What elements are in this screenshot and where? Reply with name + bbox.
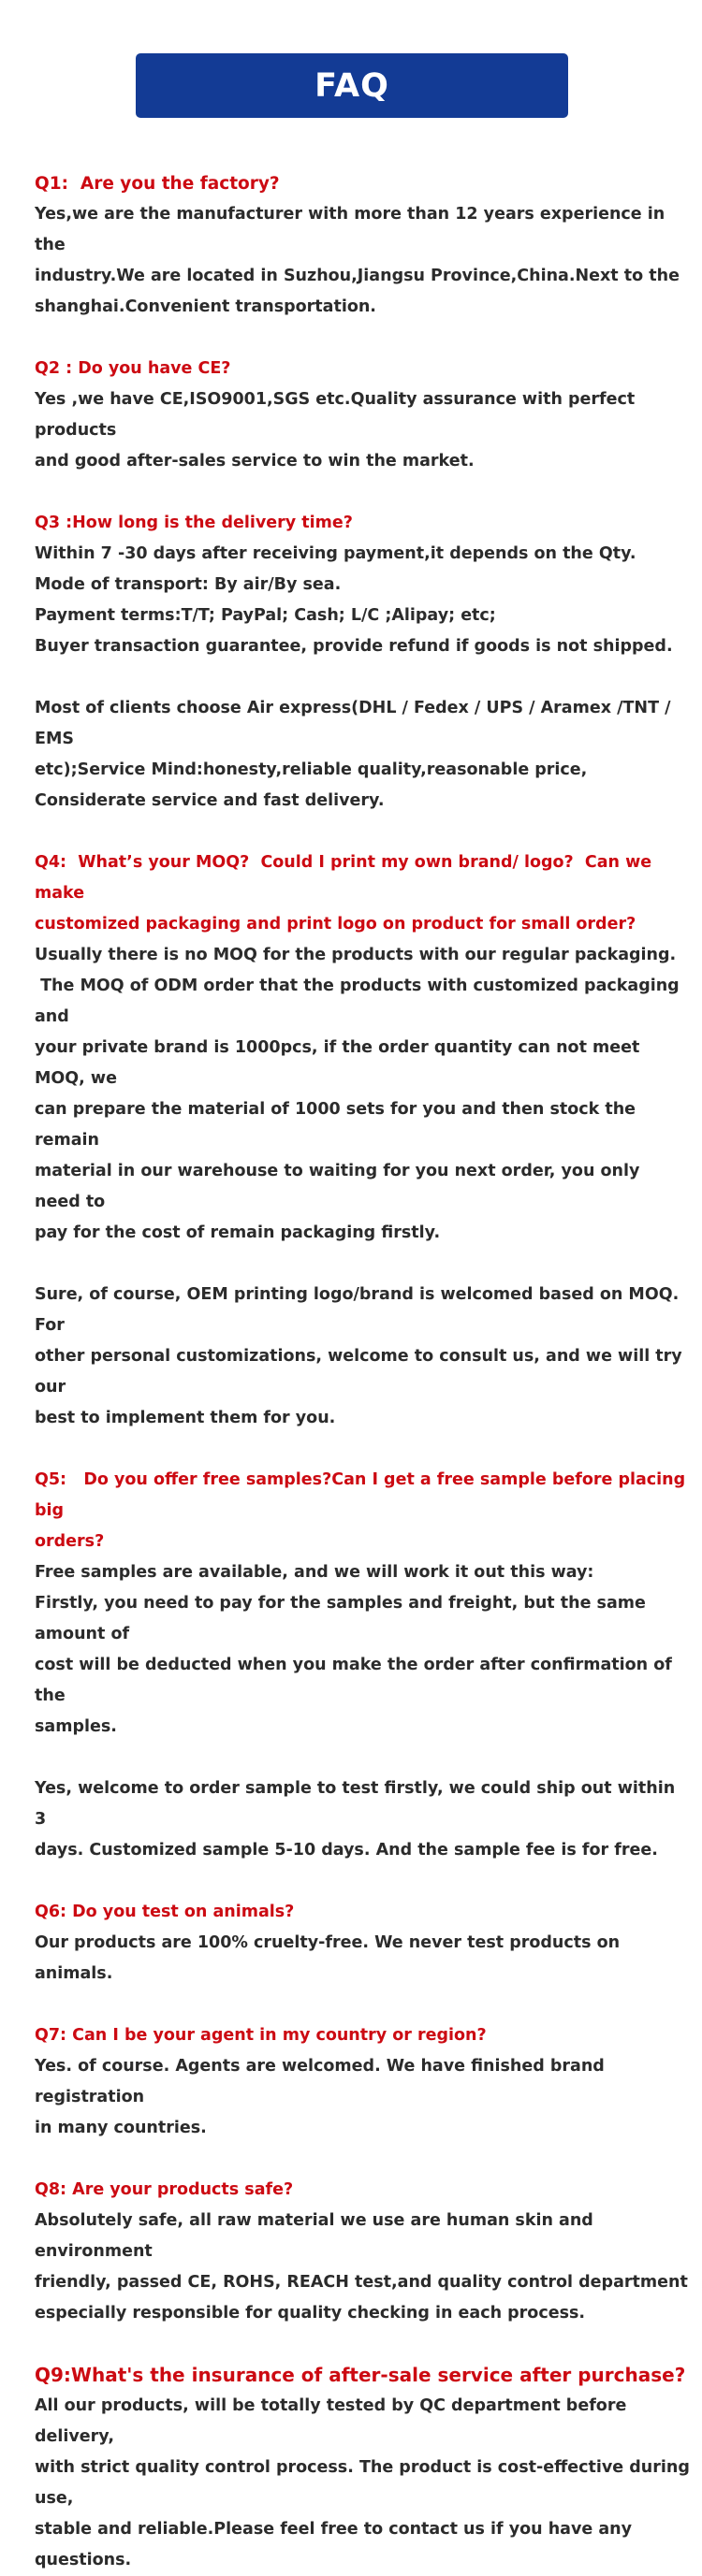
faq-answer-3-line-1: Within 7 -30 days after receiving payment,it depends on the Qty. (35, 544, 636, 563)
faq-question-8: Q8: Are your products safe? (35, 2180, 294, 2199)
faq-question-1: Q1: Are you the factory? (35, 174, 280, 194)
faq-answer-1-line-2: industry.We are located in Suzhou,Jiangsu Province,China.Next to the (35, 267, 680, 285)
faq-question-4-line-2: customized packaging and print logo on product for small order? (35, 915, 636, 933)
page-title: FAQ (314, 66, 389, 105)
faq-answer-4-line-3: your private brand is 1000pcs, if the order quantity can not meet MOQ, we (35, 1038, 646, 1088)
faq-answer-8-line-1: Absolutely safe, all raw material we use are human skin and environment (35, 2211, 599, 2261)
faq-answer-1-line-3: shanghai.Convenient transportation. (35, 297, 376, 316)
faq-answer-9-line-3: stable and reliable.Please feel free to contact us if you have any questions. (35, 2520, 638, 2569)
faq-answer-3-line-3: Payment terms:T/T; PayPal; Cash; L/C ;Alipay; etc; (35, 606, 496, 625)
faq-question-5-line-2: orders? (35, 1532, 105, 1551)
faq-answer-4-line-6: pay for the cost of remain packaging firstly. (35, 1223, 441, 1242)
faq-answer-8-line-2: friendly, passed CE, ROHS, REACH test,and quality control department (35, 2273, 688, 2292)
faq-answer-5-line-2: Firstly, you need to pay for the samples and freight, but the same amount of (35, 1594, 651, 1643)
faq-answer-3-line-4: Buyer transaction guarantee, provide refund if goods is not shipped. (35, 637, 673, 656)
faq-answer-9-line-2: with strict quality control process. The product is cost-effective during use, (35, 2458, 695, 2508)
faq-answer-2-line-1: Yes ,we have CE,ISO9001,SGS etc.Quality assurance with perfect products (35, 390, 641, 440)
faq-question-3: Q3 :How long is the delivery time? (35, 514, 353, 532)
faq-answer-3b-line-2: etc);Service Mind:honesty,reliable quality,reasonable price, (35, 760, 588, 779)
faq-answer-5-line-4: samples. (35, 1717, 117, 1736)
faq-answer-5b-line-1: Yes, welcome to order sample to test firstly, we could ship out within 3 (35, 1779, 681, 1829)
faq-answer-4-line-5: material in our warehouse to waiting for you next order, you only need to (35, 1162, 646, 1211)
faq-answer-7-line-1: Yes. of course. Agents are welcomed. We have finished brand registration (35, 2057, 610, 2106)
faq-answer-3-line-2: Mode of transport: By air/By sea. (35, 575, 342, 594)
faq-answer-5b-line-2: days. Customized sample 5-10 days. And the sample fee is for free. (35, 1841, 658, 1860)
faq-answer-8-line-3: especially responsible for quality checking in each process. (35, 2304, 586, 2323)
faq-answer-4-line-1: Usually there is no MOQ for the products with our regular packaging. (35, 946, 677, 964)
faq-question-2: Q2 : Do you have CE? (35, 359, 231, 378)
faq-answer-4b-line-2: other personal customizations, welcome to consult us, and we will try our (35, 1347, 688, 1397)
faq-answer-3b-line-3: Considerate service and fast delivery. (35, 791, 385, 810)
faq-answer-9-line-1: All our products, will be totally tested by QC department before delivery, (35, 2396, 633, 2446)
faq-answer-5-line-3: cost will be deducted when you make the order after confirmation of the (35, 1656, 678, 1705)
faq-question-4-line-1: Q4: What’s your MOQ? Could I print my own brand/ logo? Can we make (35, 853, 658, 903)
faq-answer-6-line-1: Our products are 100% cruelty-free. We never test products on animals. (35, 1933, 626, 1983)
faq-answer-4-line-4: can prepare the material of 1000 sets for you and then stock the remain (35, 1100, 642, 1150)
faq-question-5-line-1: Q5: Do you offer free samples?Can I get a free sample before placing big (35, 1470, 692, 1520)
faq-list (35, 168, 695, 2576)
faq-answer-5-line-1: Free samples are available, and we will work it out this way: (35, 1563, 594, 1582)
faq-answer-7-line-2: in many countries. (35, 2119, 207, 2137)
faq-answer-4b-line-3: best to implement them for you. (35, 1409, 336, 1427)
faq-answer-4-line-2: The MOQ of ODM order that the products with customized packaging and (35, 977, 685, 1026)
faq-answer-1-line-1: Yes,we are the manufacturer with more than 12 years experience in the (35, 205, 671, 254)
faq-answer-2-line-2: and good after-sales service to win the market. (35, 452, 475, 470)
faq-answer-4b-line-1: Sure, of course, OEM printing logo/brand is welcomed based on MOQ. For (35, 1285, 685, 1335)
faq-question-7: Q7: Can I be your agent in my country or region? (35, 2026, 487, 2045)
faq-answer-3b-line-1: Most of clients choose Air express(DHL / Fedex / UPS / Aramex /TNT / EMS (35, 699, 677, 748)
faq-banner (136, 53, 568, 118)
faq-question-6: Q6: Do you test on animals? (35, 1903, 295, 1921)
faq-question-9: Q9:What's the insurance of after-sale service after purchase? (35, 2364, 686, 2386)
